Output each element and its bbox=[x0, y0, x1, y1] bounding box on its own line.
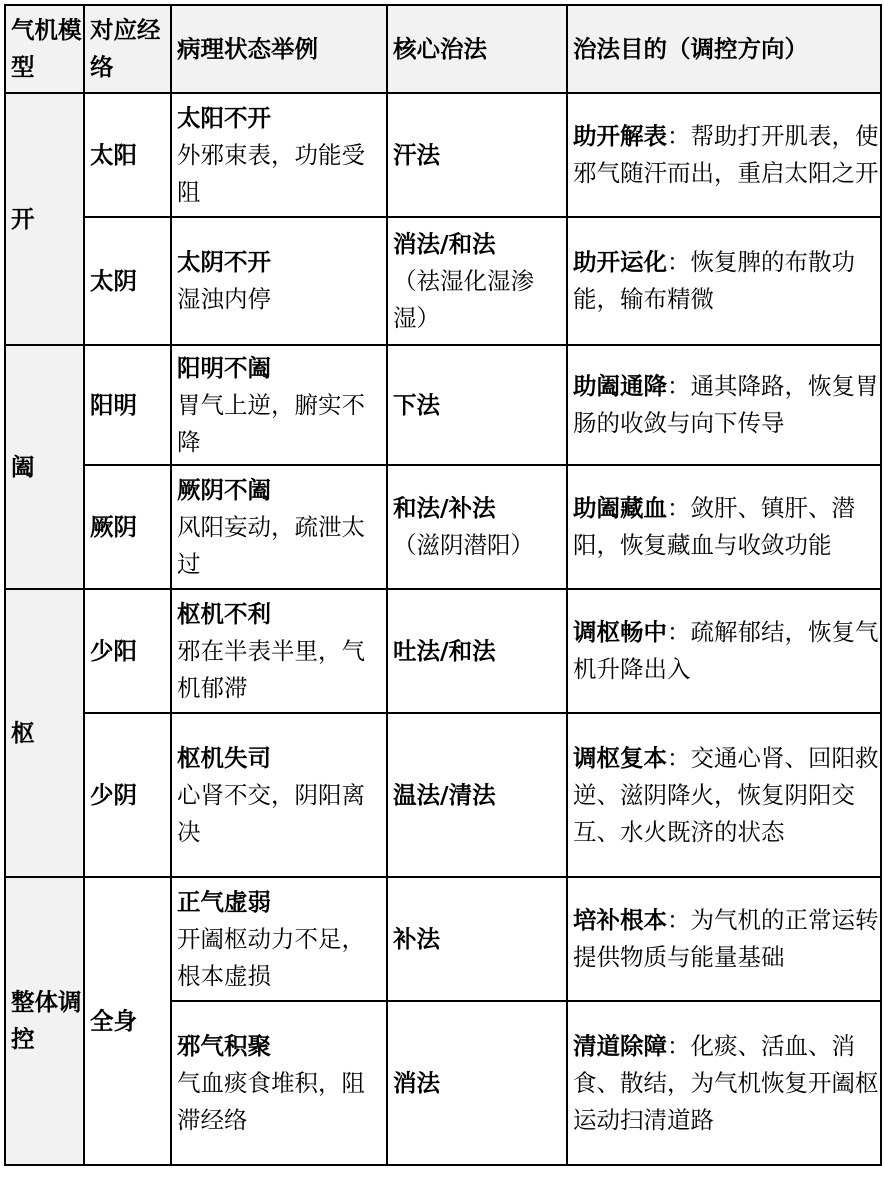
purpose-desc: ：帮助打开肌表，使邪气随汗而出，重启太阳之开 bbox=[573, 122, 879, 187]
state-title: 正气虚弱 bbox=[177, 887, 271, 916]
purpose-title: 助开解表 bbox=[573, 122, 667, 150]
header-state: 病理状态举例 bbox=[171, 5, 387, 93]
header-meridian: 对应经络 bbox=[84, 5, 171, 93]
table-row bbox=[5, 877, 881, 1001]
table-row bbox=[5, 217, 881, 345]
meridian-cell: 太阴 bbox=[84, 217, 171, 345]
state-desc: 邪在半表半里，气机郁滞 bbox=[177, 636, 365, 702]
state-desc: 外邪束表，功能受阻 bbox=[177, 140, 365, 206]
purpose-cell bbox=[567, 877, 881, 1001]
state-title: 枢机失司 bbox=[177, 743, 271, 772]
method-cell: 消法 bbox=[387, 1001, 567, 1165]
qi-mechanism-table bbox=[4, 4, 882, 1166]
state-cell bbox=[171, 1001, 387, 1165]
state-desc: 开阖枢动力不足，根本虚损 bbox=[177, 924, 365, 990]
table-row bbox=[5, 345, 881, 465]
purpose-desc: ：为气机的正常运转提供物质与能量基础 bbox=[573, 906, 879, 971]
purpose-cell bbox=[567, 1001, 881, 1165]
method-cell: 汗法 bbox=[387, 93, 567, 217]
state-title: 邪气积聚 bbox=[177, 1031, 271, 1060]
purpose-cell bbox=[567, 589, 881, 713]
meridian-cell: 阳明 bbox=[84, 345, 171, 465]
purpose-desc: ：恢复脾的布散功能，输布精微 bbox=[573, 248, 855, 313]
method-cell: 下法 bbox=[387, 345, 567, 465]
model-cell-shu: 枢 bbox=[5, 589, 84, 877]
model-cell-whole: 整体调控 bbox=[5, 877, 84, 1165]
model-cell-kai: 开 bbox=[5, 93, 84, 345]
header-purpose: 治法目的（调控方向） bbox=[567, 5, 881, 93]
method-cell bbox=[387, 465, 567, 589]
method-cell: 吐法/和法 bbox=[387, 589, 567, 713]
purpose-cell bbox=[567, 345, 881, 465]
state-cell bbox=[171, 345, 387, 465]
purpose-title: 助阖藏血 bbox=[573, 494, 667, 522]
state-cell bbox=[171, 877, 387, 1001]
state-title: 阳明不阖 bbox=[177, 353, 271, 382]
purpose-desc: ：通其降路，恢复胃肠的收敛与向下传导 bbox=[573, 372, 879, 437]
table-row bbox=[5, 713, 881, 877]
method-cell bbox=[387, 217, 567, 345]
table-wrapper bbox=[4, 4, 882, 1166]
state-desc: 胃气上逆，腑实不降 bbox=[177, 390, 365, 456]
purpose-cell bbox=[567, 217, 881, 345]
state-title: 太阳不开 bbox=[177, 103, 271, 132]
purpose-title: 培补根本 bbox=[573, 906, 667, 934]
purpose-title: 助开运化 bbox=[573, 248, 667, 276]
purpose-cell bbox=[567, 713, 881, 877]
state-desc: 湿浊内停 bbox=[177, 285, 271, 313]
table-row bbox=[5, 465, 881, 589]
method-cell: 补法 bbox=[387, 877, 567, 1001]
purpose-cell bbox=[567, 93, 881, 217]
state-desc: 气血痰食堆积，阻滞经络 bbox=[177, 1068, 365, 1134]
purpose-desc: ：化痰、活血、消食、散结，为气机恢复开阖枢运动扫清道路 bbox=[573, 1031, 879, 1134]
purpose-title: 调枢复本 bbox=[573, 743, 667, 772]
header-model: 气机模型 bbox=[5, 5, 84, 93]
state-cell bbox=[171, 465, 387, 589]
meridian-cell: 少阳 bbox=[84, 589, 171, 713]
method-main: 和法/补法 bbox=[393, 494, 496, 522]
method-cell: 温法/清法 bbox=[387, 713, 567, 877]
purpose-desc: ：交通心肾、回阳救逆、滋阴降火，恢复阴阳交互、水火既济的状态 bbox=[573, 743, 879, 846]
state-cell bbox=[171, 93, 387, 217]
state-cell bbox=[171, 713, 387, 877]
purpose-desc: ：敛肝、镇肝、潜阳，恢复藏血与收敛功能 bbox=[573, 494, 855, 559]
state-title: 枢机不利 bbox=[177, 599, 271, 628]
method-sub: （祛湿化湿渗湿） bbox=[393, 266, 534, 332]
purpose-title: 清道除障 bbox=[573, 1031, 667, 1060]
purpose-cell bbox=[567, 465, 881, 589]
state-cell bbox=[171, 217, 387, 345]
purpose-title: 调枢畅中 bbox=[573, 618, 667, 646]
state-desc: 风阳妄动，疏泄太过 bbox=[177, 512, 365, 578]
purpose-desc: ：疏解郁结，恢复气机升降出入 bbox=[573, 618, 879, 683]
state-title: 太阴不开 bbox=[177, 248, 271, 276]
header-method: 核心治法 bbox=[387, 5, 567, 93]
table-row bbox=[5, 589, 881, 713]
meridian-cell: 太阳 bbox=[84, 93, 171, 217]
meridian-cell-whole-body: 全身 bbox=[84, 877, 171, 1165]
header-row bbox=[5, 5, 881, 93]
meridian-cell: 少阴 bbox=[84, 713, 171, 877]
state-title: 厥阴不阖 bbox=[177, 475, 271, 504]
state-desc: 心肾不交，阴阳离决 bbox=[177, 780, 365, 846]
purpose-title: 助阖通降 bbox=[573, 372, 667, 400]
model-cell-he: 阖 bbox=[5, 345, 84, 589]
state-cell bbox=[171, 589, 387, 713]
method-main: 消法/和法 bbox=[393, 229, 496, 258]
method-sub: （滋阴潜阳） bbox=[393, 531, 534, 559]
meridian-cell: 厥阴 bbox=[84, 465, 171, 589]
table-row bbox=[5, 93, 881, 217]
